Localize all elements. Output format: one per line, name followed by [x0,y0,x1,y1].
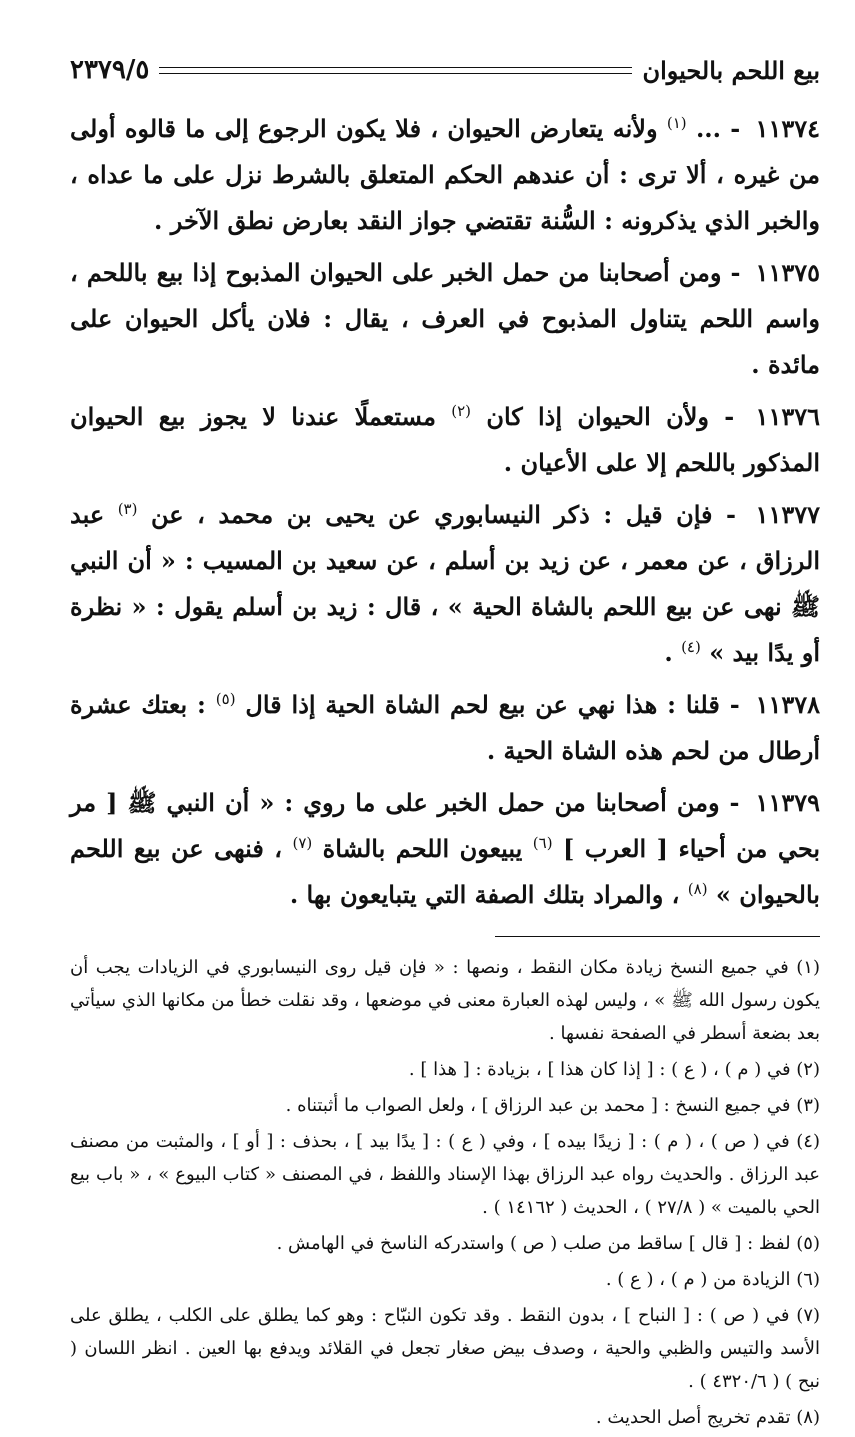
paragraph-text: - ومن أصحابنا من حمل الخبر على ما روي : « أن النبي ﷺ [ مر بحي من أحياء [ العرب ] [70,788,820,863]
footnote-3: (٣) في جميع النسخ : [ محمد بن عبد الرزاق ] ، ولعل الصواب ما أثبتناه . [285,1095,820,1116]
paragraph-text: ولأنه يتعارض الحيوان ، فلا يكون الرجوع إلى ما قالوه أولى من غيره ، ألا ترى : أن عندهم الحكم المتعلق بالشرط نزل على ما عداه ، والخبر الذي يذكرونه : السُّنة تقتضي جواز النقد بعارض نطق الآخر . [70,114,820,235]
footnote-8: (٨) تقدم تخريج أصل الحديث . [595,1407,820,1428]
footnote-5: (٥) لفظ : [ قال ] ساقط من صلب ( ص ) واستدركه الناسخ في الهامش . [276,1233,820,1254]
footnote-ref: (٣) [117,500,138,518]
footnote-1: (١) في جميع النسخ زيادة مكان النقط ، ونصها : « فإن قيل روى النيسابوري في الزيادات يجب أن يكون رسول الله ﷺ » ، وليس لهذه العبارة معنى في موضعها ، وقد نقلت خطأ من مكانها الذي سيأتي بعد بضعة أسطر في الصفحة نفسها . [70,957,820,1044]
footnote-ref: (٧) [292,834,313,852]
paragraph-number: ١١٣٧٦ [755,402,820,431]
paragraph-text: - ولأن الحيوان إذا كان [471,402,750,431]
page-reference: ٢٣٧٩/٥ [70,55,150,85]
footnote-ref: (٦) [532,834,553,852]
footnote-ref: (١) [666,114,687,132]
paragraph-text: ، والمراد بتلك الصفة التي يتبايعون بها . [289,880,688,909]
paragraph-11379 [70,780,820,918]
paragraph-number: ١١٣٧٩ [755,788,820,817]
paragraph-number: ١١٣٧٤ [755,114,820,143]
footnote-ref: (٨) [687,880,708,898]
footnote-ref: (٤) [681,638,701,656]
paragraph-text: . [664,638,682,667]
footnote-separator [495,936,820,937]
footnote-2: (٢) في ( م ) ، ( ع ) : [ إذا كان هذا ] ، بزيادة : [ هذا ] . [408,1059,820,1080]
paragraph-text: يبيعون اللحم بالشاة [312,834,533,863]
paragraph-11374 [70,106,820,244]
paragraph-text: - ومن أصحابنا من حمل الخبر على الحيوان المذبوح إذا بيع باللحم ، واسم اللحم يتناول المذبوح في العرف ، يقال : فلان يأكل الحيوان على مائدة . [70,258,820,379]
paragraph-text: - ... [686,114,750,143]
paragraph-number: ١١٣٧٥ [755,258,820,287]
paragraph-11377 [70,492,820,676]
footnote-7: (٧) في ( ص ) : [ النباح ] ، بدون النقط . وقد تكون النبّاح : وهو كما يطلق على الكلب ، يطلق على الأسد والتيس والظبي والحية ، وصدف بيض صغار تجعل في القلائد ويدفع بها العين . انظر اللسان ( نبح ) ( ٤٣٢٠/٦ ) . [70,1305,821,1392]
chapter-title: بيع اللحم بالحيوان [642,55,820,85]
footnote-ref: (٢) [451,402,472,420]
paragraph-11375 [70,250,820,388]
paragraph-text: عبد الرزاق ، عن معمر ، عن زيد بن أسلم ، عن سعيد بن المسيب : « أن النبي ﷺ نهى عن بيع اللحم بالشاة الحية » ، قال : زيد بن أسلم يقول : « نظرة أو يدًا بيد » [70,500,820,667]
document-page [70,40,820,1437]
paragraph-11376 [70,394,820,486]
footnote-6: (٦) الزيادة من ( م ) ، ( ع ) . [605,1269,820,1290]
running-header [70,40,820,100]
paragraph-text: مستعملًا عندنا لا يجوز بيع الحيوان المذكور باللحم إلا على الأعيان . [70,402,820,477]
paragraph-11378 [70,682,820,774]
paragraph-number: ١١٣٧٨ [755,690,821,719]
paragraph-text: - قلنا : هذا نهي عن بيع لحم الشاة الحية إذا قال [235,690,750,719]
paragraph-text: - فإن قيل : ذكر النيسابوري عن يحيى بن محمد ، عن [137,500,750,529]
paragraph-text: ، فنهى عن بيع اللحم بالحيوان » [70,834,820,909]
header-rule [159,67,632,74]
paragraph-text: : بعتك عشرة أرطال من لحم هذه الشاة الحية . [70,690,820,765]
footnote-4: (٤) في ( ص ) ، ( م ) : [ زيدًا بيده ] ، وفي ( ع ) : [ يدًا بيد ] ، بحذف : [ أو ] ، والمثبت من مصنف عبد الرزاق . والحديث رواه عبد الرزاق بهذا الإسناد واللفظ ، في المصنف « كتاب البيوع » ، « باب بيع الحي بالميت » ( ٢٧/٨ ) ، الحديث ( ١٤١٦٢ ) . [70,1131,820,1218]
main-text [70,106,820,918]
footnotes [70,951,820,1434]
footnote-ref: (٥) [215,690,236,708]
paragraph-number: ١١٣٧٧ [755,500,820,529]
